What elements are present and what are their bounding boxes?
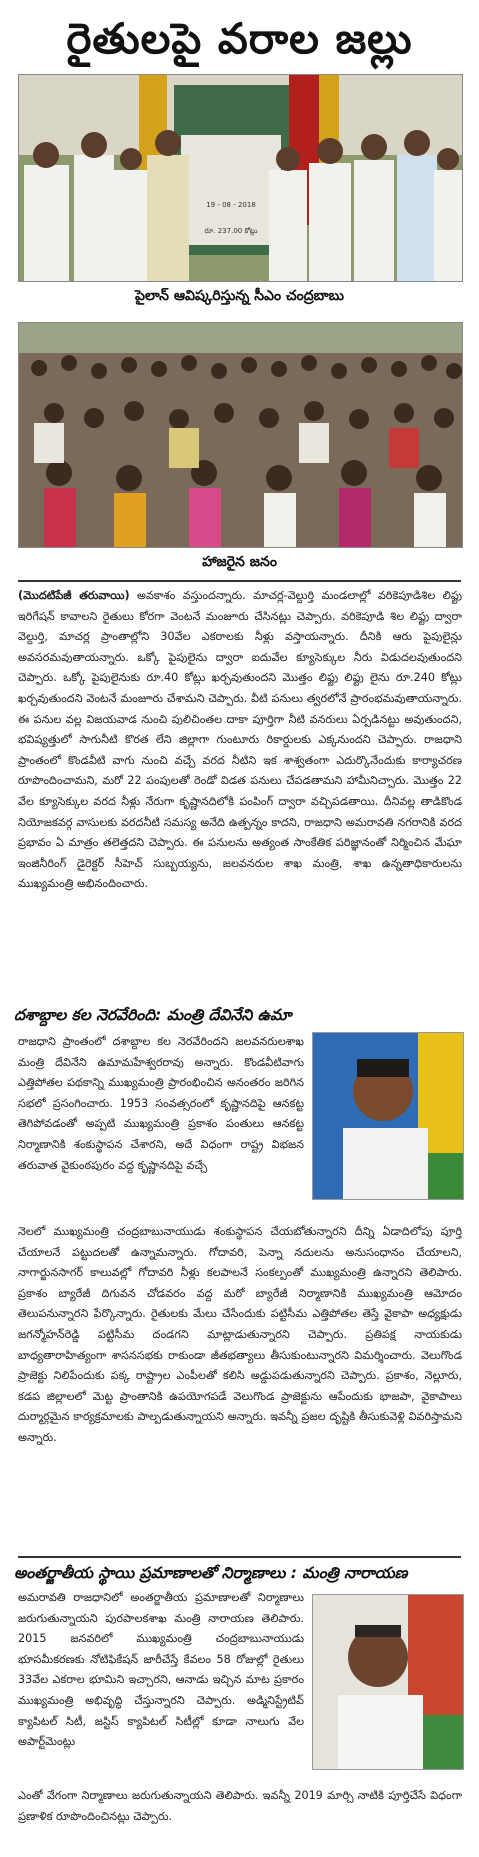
divider: [18, 580, 461, 582]
section2-body: నెలలో ముఖ్యమంత్రి చంద్రబాబునాయుడు శంకుస్థాపన చేయబోతున్నారని దీన్ని ఏడాదిలోపు పూర్తి చేయాలనే పట్టుదలతో ఉన్నామన్నారు. గోదావరి, పెన్నా నదులను అనుసంధానం చేయాలని, నాగార్జునసాగర్ కాలువల్లో గోదావరి నీళ్లు కలపాలనే సంకల్పంతో ముఖ్యమంత్రి ఉన్నారని తెలిపారు. ప్రకాశం బ్యారేజీ దిగువన చోడవరం వద్ద మరో బ్యారేజీ నిర్మాణానికి ముఖ్యమంత్రి ఆమోదం తెలుపనున్నారని పేర్కొన్నారు. రైతులకు మేలు చేసేందుకు పట్టిసీమ ఎత్తిపోతల తెస్తే వైకాపా అధ్యక్షుడు జగన్మోహన్‌రెడ్డి పట్టిసీమ దండగని మాట్లాడుతున్నారని చెప్పారు. ప్రతిపక్ష నాయకుడు బాధ్యతారాహిత్యంగా శాసనసభకు రాకుండా జీతభత్యాలు తీసుకుంటున్నారని విమర్శించారు. వెలుగొండ ప్రాజెక్టు నిలిపేందుకు పక్క రాష్ట్రాల ఎంపీలతో కలిసి అడ్డుపడుతున్నారని చెప్పారు. ప్రకాశం, నెల్లూరు, కడప జిల్లాలలో మెట్ట ప్రాంతానికి ఉపయోగపడే వెలుగొండ ప్రాజెక్టును ఆపేందుకు భాజపా, వైకాపాలు దుర్మార్గమైన కార్యక్రమాలకు పాల్పడుతున్నాయని అన్నారు. ఇవన్నీ ప్రజల దృష్టికి తీసుకువెళ్లి వివరిస్తామని అన్నారు.: [18, 1225, 462, 1444]
photo-pylon-unveiling: [18, 74, 463, 282]
section-heading-narayana: అంతర్జాతీయ స్థాయి ప్రమాణాలతో నిర్మాణాలు : మంత్రి నారాయణ: [14, 1564, 408, 1582]
photo-minister-narayana: [312, 1594, 464, 1770]
article-lead: (మొదటిపేజీ తరువాయి): [18, 589, 130, 602]
section3-column-text: అమరావతి రాజధానిలో అంతర్జాతీయ ప్రమాణాలతో నిర్మాణాలు జరుగుతున్నాయని పురపాలకశాఖ మంత్రి నారాయణ తెలిపారు. 2015 జనవరిలో ముఖ్యమంత్రి చంద్రబాబునాయుడు భూసమీకరణకు నోటిఫికేషన్ జారీచేస్తే కేవలం 58 రోజుల్లో రైతులు 33వేల ఎకరాల భూమిని ఇచ్చారని, ఆనాడు ఇచ్చిన మాట ప్రకారం ముఖ్యమంత్రి అభివృద్ధి చేస్తున్నారని చెప్పారు. అడ్మినిస్ట్రేటివ్ క్యాపిటల్ సిటీ, జస్టిస్ క్యాపిటల్ సిటీల్లో కూడా నాలుగు వేల అపార్ట్‌మెంట్లు: [18, 1591, 304, 1749]
photo2-caption: హాజరైన జనం: [202, 554, 277, 570]
divider: [18, 1556, 461, 1558]
section3-body: ఎంతో వేగంగా నిర్మాణాలు జరుగుతున్నాయని తెలిపారు. ఇవన్నీ 2019 మార్చి నాటికి పూర్తిచేసే విధంగా ప్రణాళిక రూపొందించినట్లు చెప్పారు.: [18, 1789, 462, 1823]
section2-column-text: రాజధాని ప్రాంతంలో దశాబ్దాల కల నెరవేరిందని జలవనరులశాఖ మంత్రి దేవినేని ఉమామహేశ్వరరావు అన్నారు. కొండవీటివాగు ఎత్తిపోతల పథకాన్ని ముఖ్యమంత్రి ప్రారంభించిన అనంతరం జరిగిన సభలో ప్రసంగించారు. 1953 సంవత్సరంలో కృష్ణానదిపై ఆనకట్ట తెగిపోవడంతో అప్పటి ముఖ్యమంత్రి ప్రకాశం పంతులు ఆనకట్ట నిర్మాణానికి శంకుస్థాపన చేశారని, అదే విధంగా రాష్ట్ర విభజన తరువాత వైకుంఠపురం వద్ద కృష్ణానదిపై వచ్చే: [18, 1035, 304, 1172]
photo-minister-devineni: [312, 1032, 464, 1200]
article-continuation: [18, 586, 462, 895]
section-heading-devineni: దశాబ్దాల కల నెరవేరింది: మంత్రి దేవినేని ఉమా: [14, 1006, 292, 1024]
plaque-date: 19 - 08 - 2018: [206, 201, 256, 209]
photo1-caption: పైలాన్ ఆవిష్కరిస్తున్న సీఎం చంద్రబాబు: [135, 288, 344, 304]
plaque-amount: రూ. 237.00 కోట్లు: [204, 227, 258, 235]
article-body: అవకాశం వస్తుందన్నారు. మాచర్ల-వెల్దుర్తి మండలాల్లో వరికెపూడిశిల లిఫ్టు ఇరిగేషన్ కావాలని రైతులు కోరగా వెంటనే మంజూరు చేసినట్లు చెప్పారు. వరికెపూడి శిల లిఫ్టు ద్వారా వెల్దుర్తి, మాచర్ల ప్రాంతాల్లోని 30వేల ఎకరాలకు నీళ్లు వస్తాయన్నారు. దీనికి ఆరు పైపులైన్లు అవసరమవుతాయన్నారు. ఒక్కో పైపులైను ద్వారా ఐదువేల క్యూసెక్కుల నీరు విడుదలవుతుందని చెప్పారు. ఒక్కో పైపులైనుకు రూ.40 కోట్లు ఖర్చవుతుందని మొత్తం లిఫ్టు లిఫ్టు లైను రూ.240 కోట్లు ఖర్చవుతుందని వెంటనే మంజూరు చేశామని చెప్పారు. వీటి పనులు త్వరలోనే ప్రారంభమవుతాయన్నారు. ఈ పనుల వల్ల విజయవాడ నుంచి పులిచింతల దాకా పూర్తిగా నీటి వనరులు ఏర్పడినట్టు అవుతుందని, భవిష్యత్తులో సాగునీటి కొరత లేని జిల్లాగా గుంటూరు రికార్డులకు ఎక్కనుందని చెప్పారు. రాజధాని ప్రాంతంలో కొండవీటి వాగు నుంచి వచ్చే వరద నీటిని ఇక శాశ్వతంగా ఎదుర్కొనేందుకు కార్యాచరణ రూపొందించామని, మరో 22 పంపులతో రెండో విడత పనులు చేపడతామని హామీనిచ్చారు. మొత్తం 22 వేల క్యూసెక్కుల వరద నీళ్లు నేరుగా కృష్ణానదిలోకి పంపింగ్ ద్వారా వచ్చిపడతాయి. దీనివల్ల తాడికొండ నియోజకవర్గ వాసులకు వరదనీటి సమస్య అనేది ఉత్పన్నం కాదని, రాజధాని అమరావతి నగరానికి వరద ప్రభావం ఏ మాత్రం తలెత్తదని చెప్పారు. ఈ పనులను అత్యంత సాంకేతిక పరిజ్ఞానంతో నిర్మించిన మేఘా ఇంజినీరింగ్ డైరెక్టర్ సీహెచ్ సుబ్బయ్యను, జలవనరుల శాఖ మంత్రి, శాఖ ఉన్నతాధికారులను ముఖ్యమంత్రి అభినందించారు.: [18, 589, 463, 891]
headline: రైతులపై వరాల జల్లు: [66, 14, 413, 63]
photo-crowd: [18, 322, 463, 548]
